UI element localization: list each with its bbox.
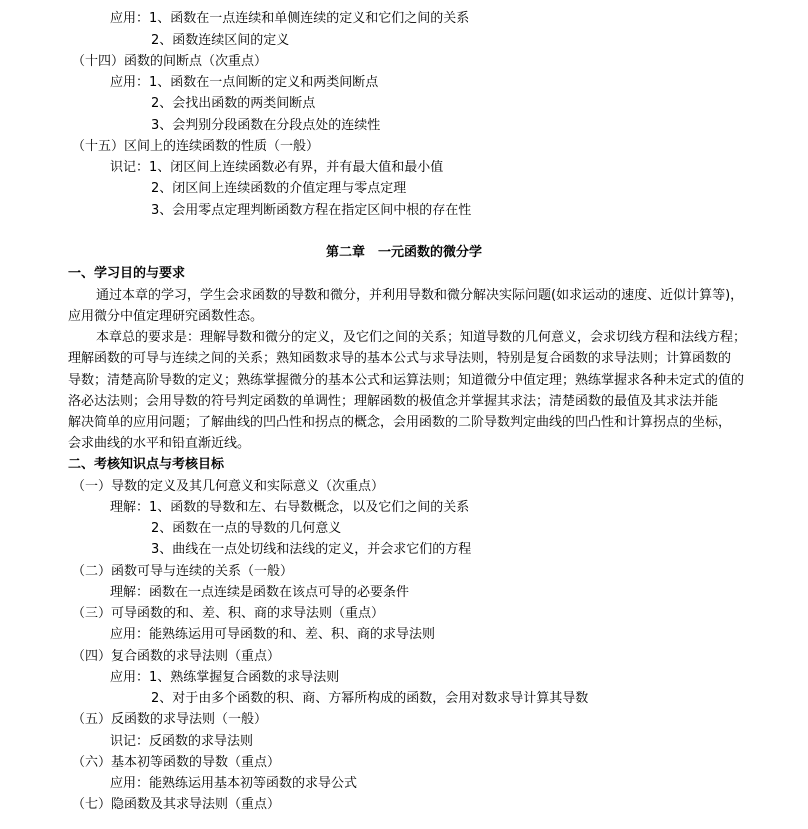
section2-item2-line1: 理解：函数在一点连续是函数在该点可导的必要条件 xyxy=(110,585,410,600)
section2-item1-line2: 2、函数在一点的导数的几何意义 xyxy=(151,521,342,536)
item14-application-line1: 应用：1、函数在一点间断的定义和两类间断点 xyxy=(110,75,379,90)
section2-item4-heading: （四）复合函数的求导法则（重点） xyxy=(72,649,281,664)
section1-para2-line: 本章总的要求是：理解导数和微分的定义，及它们之间的关系；知道导数的几何意义，会求切线方程和法线方程； xyxy=(96,330,747,345)
item14-application-line3: 3、会判别分段函数在分段点处的连续性 xyxy=(151,118,381,133)
section2-item7-heading: （七）隐函数及其求导法则（重点） xyxy=(72,797,281,812)
item15-line2: 2、闭区间上连续函数的介值定理与零点定理 xyxy=(151,181,407,196)
section2-item5-heading: （五）反函数的求导法则（一般） xyxy=(72,712,268,727)
item14-application-line2: 2、会找出函数的两类间断点 xyxy=(151,96,316,111)
section1-para2-line: 理解函数的可导与连续之间的关系；熟知函数求导的基本公式与求导法则，特别是复合函数的求导法则；计算函数的 xyxy=(68,351,732,366)
section1-para1-line2: 应用微分中值定理研究函数性态。 xyxy=(68,309,264,324)
section2-item3-heading: （三）可导函数的和、差、积、商的求导法则（重点） xyxy=(72,606,385,621)
section1-para2-line: 导数；清楚高阶导数的定义；熟练掌握微分的基本公式和运算法则；知道微分中值定理；熟练掌握求各种未定式的值的 xyxy=(68,373,745,388)
section1-para1-line1: 通过本章的学习，学生会求函数的导数和微分，并利用导数和微分解决实际问题(如求运动的速度、近似计算等)， xyxy=(96,288,744,303)
item13-application-line2: 2、函数连续区间的定义 xyxy=(151,33,290,48)
section2-heading: 二、考核知识点与考核目标 xyxy=(68,457,225,472)
section1-para2-line: 解决简单的应用问题；了解曲线的凹凸性和拐点的概念，会用函数的二阶导数判定曲线的凹凸性和计算拐点的坐标， xyxy=(68,415,732,430)
section1-para2-line: 洛必达法则；会用导数的符号判定函数的单调性；理解函数的极值念并掌握其求法；清楚函数的最值及其求法并能 xyxy=(68,394,719,409)
chapter-title: 第二章 一元函数的微分学 xyxy=(325,245,482,260)
section2-item4-line2: 2、对于由多个函数的积、商、方幂所构成的函数，会用对数求导计算其导数 xyxy=(151,691,589,706)
section2-item6-heading: （六）基本初等函数的导数（重点） xyxy=(72,755,281,770)
section1-heading: 一、学习目的与要求 xyxy=(68,266,186,281)
section2-item3-line1: 应用：能熟练运用可导函数的和、差、积、商的求导法则 xyxy=(110,627,436,642)
item15-line3: 3、会用零点定理判断函数方程在指定区间中根的存在性 xyxy=(151,203,472,218)
section2-item6-line1: 应用：能熟练运用基本初等函数的求导公式 xyxy=(110,776,358,791)
item15-heading: （十五）区间上的连续函数的性质（一般） xyxy=(72,139,320,154)
section2-item4-line1: 应用：1、熟练掌握复合函数的求导法则 xyxy=(110,670,340,685)
section2-item1-heading: （一）导数的定义及其几何意义和实际意义（次重点） xyxy=(72,479,385,494)
section1-para2-line: 会求曲线的水平和铅直渐近线。 xyxy=(68,436,251,451)
item15-line1: 识记：1、闭区间上连续函数必有界，并有最大值和最小值 xyxy=(110,160,444,175)
section2-item5-line1: 识记：反函数的求导法则 xyxy=(110,734,254,749)
section2-item1-line1: 理解：1、函数的导数和左、右导数概念，以及它们之间的关系 xyxy=(110,500,470,515)
section2-item2-heading: （二）函数可导与连续的关系（一般） xyxy=(72,564,294,579)
section2-item1-line3: 3、曲线在一点处切线和法线的定义，并会求它们的方程 xyxy=(151,542,472,557)
item13-application-line1: 应用：1、函数在一点连续和单侧连续的定义和它们之间的关系 xyxy=(110,11,470,26)
item14-heading: （十四）函数的间断点（次重点） xyxy=(72,54,268,69)
